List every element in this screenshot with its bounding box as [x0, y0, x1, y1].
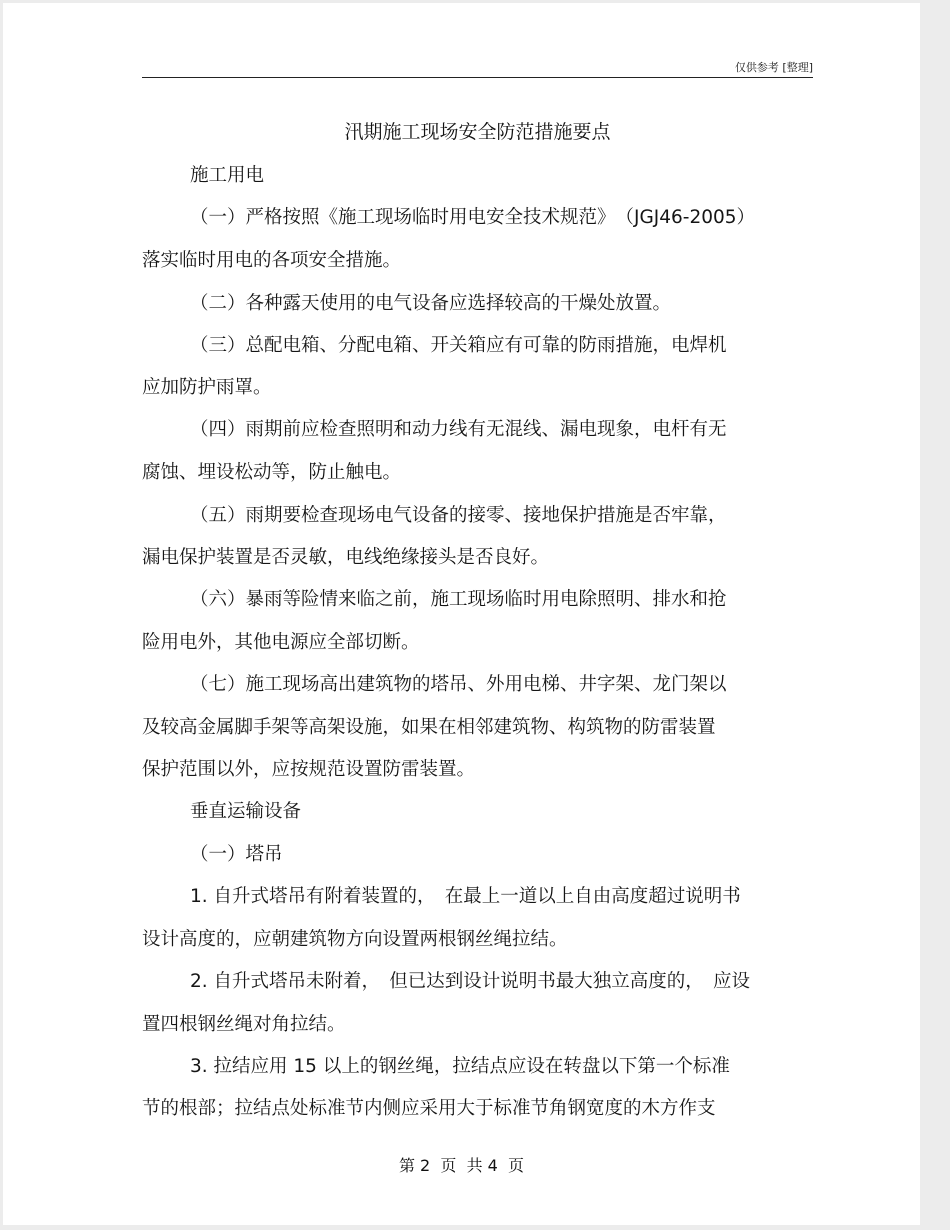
paragraph-line: （五）雨期要检查现场电气设备的接零、接地保护措施是否牢靠，: [190, 505, 727, 526]
page-number: 第 2 页 共 4 页: [398, 1156, 525, 1175]
paragraph-line: 节的根部；拉结点处标准节内侧应采用大于标准节角钢宽度的木方作支: [142, 1098, 716, 1119]
section-heading: 垂直运输设备: [190, 801, 302, 822]
document-title: 汛期施工现场安全防范措施要点: [344, 121, 611, 143]
paragraph-line: 落实临时用电的各项安全措施。: [142, 250, 402, 271]
paragraph-line: 应加防护雨罩。: [142, 377, 272, 398]
paragraph-line: （一）严格按照《施工现场临时用电安全技术规范》 （JGJ46-2005）: [190, 207, 756, 228]
paragraph-line: 及较高金属脚手架等高架设施，如果在相邻建筑物、构筑物的防雷装置: [142, 717, 716, 738]
section-heading: 施工用电: [190, 165, 265, 186]
paragraph-line: 漏电保护装置是否灵敏，电线绝缘接头是否良好。: [142, 547, 550, 568]
paragraph-line: （三）总配电箱、分配电箱、开关箱应有可靠的防雨措施，电焊机: [190, 335, 727, 356]
paragraph-line: 设计高度的，应朝建筑物方向设置两根钢丝绳拉结。: [142, 929, 568, 950]
paragraph-line: 2. 自升式塔吊未附着， 但已达到设计说明书最大独立高度的， 应设: [190, 971, 751, 992]
document-page: [3, 3, 920, 1225]
paragraph-line: （四）雨期前应检查照明和动力线有无混线、漏电现象，电杆有无: [190, 419, 727, 440]
header-note: 仅供参考 [整理]: [734, 61, 813, 74]
paragraph-line: 3. 拉结应用 15 以上的钢丝绳，拉结点应设在转盘以下第一个标准: [190, 1056, 730, 1077]
header-divider: [142, 77, 813, 78]
paragraph-line: 险用电外，其他电源应全部切断。: [142, 632, 420, 653]
paragraph-line: （六）暴雨等险情来临之前，施工现场临时用电除照明、排水和抢: [190, 589, 727, 610]
subsection-heading: （一）塔吊: [190, 844, 283, 865]
paragraph-line: 1. 自升式塔吊有附着装置的， 在最上一道以上自由高度超过说明书: [190, 886, 741, 907]
paragraph-line: （二）各种露天使用的电气设备应选择较高的干燥处放置。: [190, 293, 672, 314]
paragraph-line: 置四根钢丝绳对角拉结。: [142, 1014, 346, 1035]
paragraph-line: （七）施工现场高出建筑物的塔吊、外用电梯、井字架、龙门架以: [190, 674, 727, 695]
paragraph-line: 保护范围以外，应按规范设置防雷装置。: [142, 759, 476, 780]
paragraph-line: 腐蚀、埋设松动等，防止触电。: [142, 462, 402, 483]
